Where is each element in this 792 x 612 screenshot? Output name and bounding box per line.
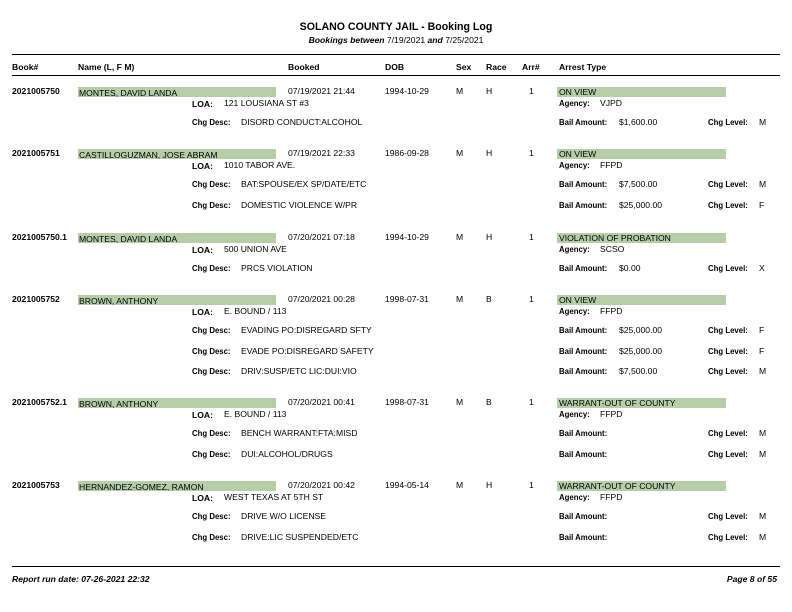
race: H [486, 86, 493, 96]
charge-desc-label: Chg Desc: [192, 180, 231, 189]
race: H [486, 480, 493, 490]
bail-amount-label: Bail Amount: [559, 264, 608, 273]
charge-level-label: Chg Level: [708, 532, 748, 542]
charge-level: M [759, 179, 767, 189]
arrest-type: WARRANT-OUT OF COUNTY [559, 481, 676, 491]
charge-description: DRIVE:LIC SUSPENDED/ETC [241, 531, 359, 542]
agency: FFPD [600, 306, 623, 316]
col-header-arrest-type: Arrest Type [559, 62, 607, 72]
sex: M [456, 397, 464, 407]
bail-amount: $7,500.00 [619, 179, 658, 189]
charge-desc-label: Chg Desc: [192, 512, 231, 521]
inmate-name: HERNANDEZ-GOMEZ, RAMON [79, 482, 204, 492]
date-from: 7/19/2021 [386, 35, 426, 45]
header-bottom-rule [12, 75, 780, 76]
booked-datetime: 07/20/2021 00:28 [288, 294, 355, 304]
charge-level-label: Chg Level: [708, 512, 748, 521]
charge-level: F [759, 345, 765, 356]
bail-amount-label: Bail Amount: [559, 532, 608, 542]
date-of-birth: 1986-09-28 [385, 148, 429, 158]
charge-level-label: Chg Level: [708, 449, 748, 459]
date-to: 7/25/2021 [445, 35, 484, 45]
charge-level-label: Chg Level: [708, 326, 748, 335]
charge-level: X [759, 263, 765, 273]
charge-level-label: Chg Level: [708, 264, 748, 273]
charge-level: F [759, 199, 765, 210]
charge-description: DRIV:SUSP/ETC LIC:DUI:VIO [241, 366, 357, 376]
bail-amount-label: Bail Amount: [559, 118, 608, 127]
location-of-arrest: E. BOUND / 113 [224, 306, 287, 316]
booked-datetime: 07/19/2021 22:33 [288, 148, 355, 158]
bail-amount-label: Bail Amount: [559, 326, 608, 335]
charge-level: M [759, 366, 767, 376]
bail-amount: $7,500.00 [619, 366, 658, 376]
charge-level: M [759, 531, 767, 542]
race: B [486, 294, 492, 304]
charge-level: M [759, 117, 767, 127]
charge-description: DUI:ALCOHOL/DRUGS [241, 448, 333, 459]
location-of-arrest: E. BOUND / 113 [224, 409, 287, 419]
booked-datetime: 07/19/2021 21:44 [288, 86, 355, 96]
arrest-number: 1 [529, 232, 534, 242]
bail-amount-label: Bail Amount: [559, 346, 608, 356]
location-of-arrest: WEST TEXAS AT 5TH ST [224, 492, 324, 502]
charge-description: EVADE PO:DISREGARD SAFETY [241, 345, 374, 356]
col-header-name: Name (L, F M) [78, 62, 135, 72]
bail-amount: $25,000.00 [619, 345, 663, 356]
sex: M [456, 86, 464, 96]
page-number: Page 8 of 55 [726, 574, 777, 584]
book-number: 2021005752 [12, 294, 60, 304]
charge-description: DRIVE W/O LICENSE [241, 511, 326, 521]
charge-desc-label: Chg Desc: [192, 367, 231, 376]
agency-label: Agency: [559, 493, 590, 502]
sex: M [456, 294, 464, 304]
agency-label: Agency: [559, 245, 590, 254]
book-number: 2021005750.1 [12, 232, 67, 242]
charge-description: DISORD CONDUCT:ALCOHOL [241, 117, 363, 127]
charge-description: BENCH WARRANT:FTA:MISD [241, 428, 358, 438]
book-number: 2021005750 [12, 86, 60, 96]
bail-amount: $0.00 [619, 263, 641, 273]
bail-amount: $25,000.00 [619, 325, 663, 335]
header-top-rule [12, 54, 780, 55]
inmate-name: MONTES, DAVID LANDA [79, 234, 178, 244]
col-header-arr: Arr# [522, 62, 540, 72]
date-of-birth: 1998-07-31 [385, 397, 429, 407]
charge-desc-label: Chg Desc: [192, 200, 231, 210]
arrest-number: 1 [529, 86, 534, 96]
report-title: SOLANO COUNTY JAIL - Booking Log [299, 21, 493, 33]
book-number: 2021005751 [12, 148, 60, 158]
arrest-type: ON VIEW [559, 295, 597, 305]
sex: M [456, 148, 464, 158]
subtitle-prefix: Bookings between [308, 35, 385, 45]
loa-label: LOA: [192, 99, 214, 109]
report-subtitle [0, 35, 792, 45]
loa-label: LOA: [192, 410, 214, 420]
inmate-name: BROWN, ANTHONY [79, 399, 159, 409]
arrest-type: VIOLATION OF PROBATION [559, 233, 671, 243]
location-of-arrest: 121 LOUSIANA ST #3 [224, 98, 309, 108]
charge-level-label: Chg Level: [708, 180, 748, 189]
arrest-type: WARRANT-OUT OF COUNTY [559, 398, 676, 408]
charge-desc-label: Chg Desc: [192, 429, 231, 438]
charge-desc-label: Chg Desc: [192, 532, 231, 542]
agency-label: Agency: [559, 99, 590, 108]
inmate-name: BROWN, ANTHONY [79, 296, 159, 306]
charge-desc-label: Chg Desc: [192, 449, 231, 459]
charge-level-label: Chg Level: [708, 429, 748, 438]
charge-description: DOMESTIC VIOLENCE W/PR [241, 199, 358, 210]
charge-level: M [759, 448, 767, 459]
race: H [486, 148, 493, 158]
bail-amount: $25,000.00 [619, 199, 663, 210]
charge-description: PRCS VIOLATION [241, 263, 313, 273]
date-of-birth: 1994-10-29 [385, 86, 429, 96]
agency-label: Agency: [559, 161, 590, 170]
col-header-book: Book# [12, 62, 39, 72]
book-number: 2021005752.1 [12, 397, 67, 407]
sex: M [456, 232, 464, 242]
arrest-type: ON VIEW [559, 87, 597, 97]
footer-rule [12, 566, 780, 567]
charge-level: M [759, 428, 767, 438]
arrest-type: ON VIEW [559, 149, 597, 159]
charge-desc-label: Chg Desc: [192, 118, 231, 127]
agency: VJPD [600, 98, 622, 108]
charge-level-label: Chg Level: [708, 367, 748, 376]
date-of-birth: 1998-07-31 [385, 294, 429, 304]
subtitle-and: and [427, 35, 443, 45]
agency-label: Agency: [559, 410, 590, 419]
bail-amount-label: Bail Amount: [559, 200, 608, 210]
bail-amount-label: Bail Amount: [559, 429, 608, 438]
bail-amount-label: Bail Amount: [559, 367, 608, 376]
charge-description: BAT:SPOUSE/EX SP/DATE/ETC [241, 179, 367, 189]
booked-datetime: 07/20/2021 00:41 [288, 397, 355, 407]
inmate-name: CASTILLOGUZMAN, JOSE ABRAM [79, 150, 218, 160]
arrest-number: 1 [529, 480, 534, 490]
agency: FFPD [600, 492, 623, 502]
charge-level-label: Chg Level: [708, 346, 748, 356]
date-of-birth: 1994-10-29 [385, 232, 429, 242]
location-of-arrest: 1010 TABOR AVE. [224, 160, 296, 170]
col-header-race: Race [486, 62, 507, 72]
charge-desc-label: Chg Desc: [192, 264, 231, 273]
charge-level-label: Chg Level: [708, 118, 748, 127]
charge-level-label: Chg Level: [708, 200, 748, 210]
bail-amount-label: Bail Amount: [559, 512, 608, 521]
date-of-birth: 1994-05-14 [385, 480, 429, 490]
race: H [486, 232, 493, 242]
inmate-name: MONTES, DAVID LANDA [79, 88, 178, 98]
charge-level: M [759, 511, 767, 521]
loa-label: LOA: [192, 493, 214, 503]
agency: SCSO [600, 244, 625, 254]
charge-level: F [759, 325, 765, 335]
race: B [486, 397, 492, 407]
col-header-dob: DOB [385, 62, 405, 72]
col-header-sex: Sex [456, 62, 472, 72]
loa-label: LOA: [192, 307, 214, 317]
bail-amount-label: Bail Amount: [559, 180, 608, 189]
booked-datetime: 07/20/2021 00:42 [288, 480, 355, 490]
arrest-number: 1 [529, 148, 534, 158]
bail-amount-label: Bail Amount: [559, 449, 608, 459]
booked-datetime: 07/20/2021 07:18 [288, 232, 355, 242]
report-run-date: Report run date: 07-26-2021 22:32 [12, 574, 150, 584]
agency: FFPD [600, 160, 623, 170]
charge-desc-label: Chg Desc: [192, 346, 231, 356]
loa-label: LOA: [192, 161, 214, 171]
agency: FFPD [600, 409, 623, 419]
col-header-booked: Booked [288, 62, 320, 72]
charge-desc-label: Chg Desc: [192, 326, 231, 335]
arrest-number: 1 [529, 397, 534, 407]
sex: M [456, 480, 464, 490]
arrest-number: 1 [529, 294, 534, 304]
location-of-arrest: 500 UNION AVE [224, 244, 287, 254]
charge-description: EVADING PO:DISREGARD SFTY [241, 325, 372, 335]
loa-label: LOA: [192, 245, 214, 255]
book-number: 2021005753 [12, 480, 60, 490]
agency-label: Agency: [559, 307, 590, 316]
bail-amount: $1,600.00 [619, 117, 658, 127]
